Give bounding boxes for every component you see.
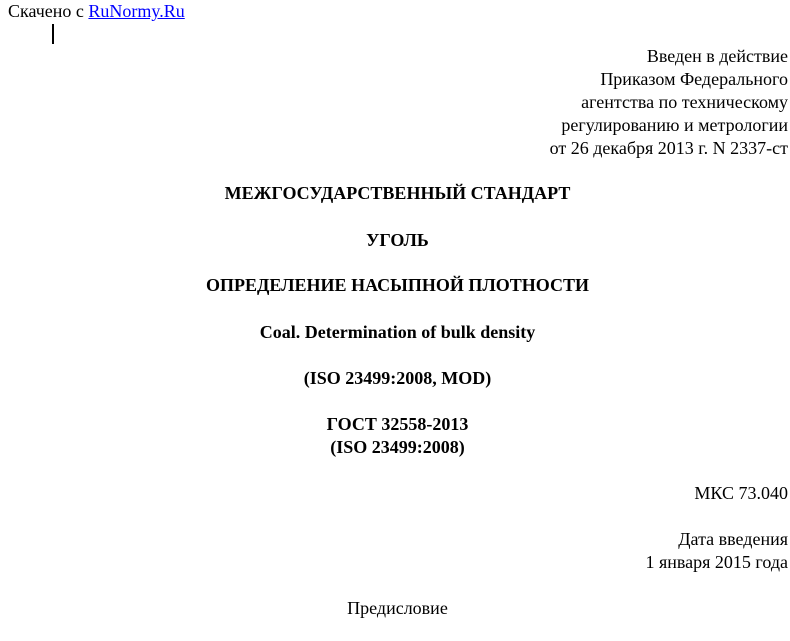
english-title: Coal. Determination of bulk density [259,322,536,342]
iso-reference: (ISO 23499:2008, MOD) [303,368,492,388]
gost-number: ГОСТ 32558-2013 [326,414,469,434]
approval-line: регулированию и метрологии [561,115,788,135]
subject-title: УГОЛЬ [366,230,429,250]
source-link[interactable]: RuNormy.Ru [88,1,185,21]
gost-iso: (ISO 23499:2008) [330,437,465,457]
standard-type: МЕЖГОСУДАРСТВЕННЫЙ СТАНДАРТ [224,183,571,203]
document-title: ОПРЕДЕЛЕНИЕ НАСЫПНОЙ ПЛОТНОСТИ [205,275,589,295]
approval-line: Введен в действие [646,46,788,66]
text-cursor [52,24,54,44]
intro-date-label: Дата введения [678,529,788,549]
approval-line: агентства по техническому [581,92,788,112]
approval-line: от 26 декабря 2013 г. N 2337-ст [549,138,788,158]
foreword-heading: Предисловие [347,598,448,618]
approval-line: Приказом Федерального [600,69,788,89]
mks-code: МКС 73.040 [694,483,788,503]
intro-date: 1 января 2015 года [645,552,788,572]
approval-block [550,45,788,160]
source-line [8,0,185,22]
source-prefix: Скачено с [8,1,89,21]
